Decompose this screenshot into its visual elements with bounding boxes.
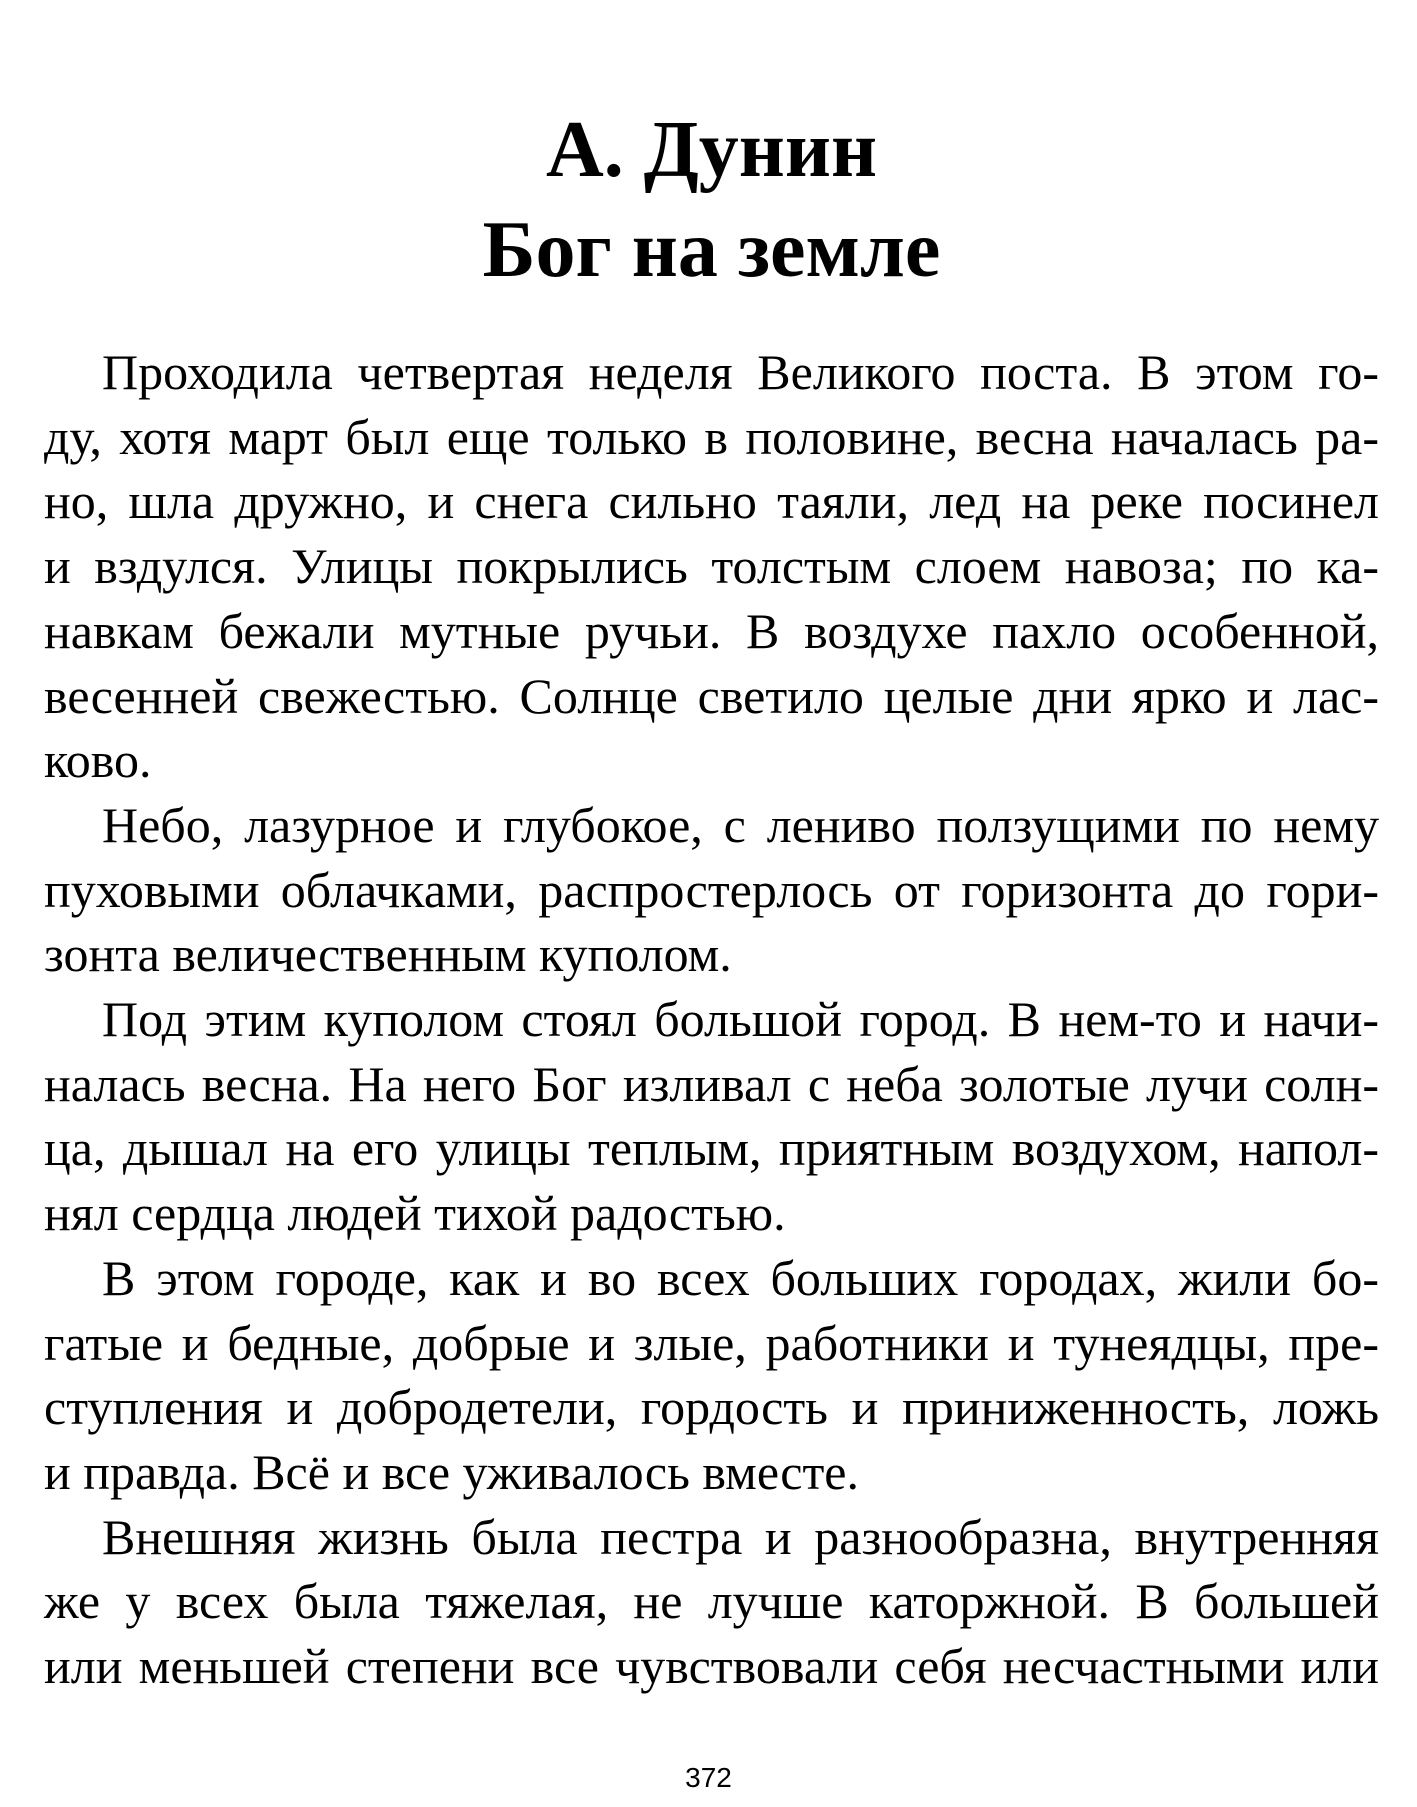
text-line: Небо, лазурное и глубокое, с лениво ползущими по нему: [102, 796, 1379, 853]
text-line: навкам бежали мутные ручьи. В воздухе пахло особенной,: [44, 602, 1379, 659]
text-line: Проходила четвертая неделя Великого поста. В этом го-: [102, 344, 1379, 400]
text-line: налась весна. На него Бог изливал с неба золотые лучи солн-: [44, 1055, 1379, 1112]
page-number: 372: [685, 1762, 732, 1793]
text-line: и правда. Всё и все уживалось вместе.: [44, 1443, 859, 1500]
story-title: Бог на земле: [482, 206, 941, 294]
text-line: ступления и добродетели, гордость и приниженность, ложь: [44, 1379, 1379, 1436]
author-name: А. Дунин: [545, 106, 878, 194]
text-line: пуховыми облачками, распростерлось от горизонта до гори-: [44, 861, 1379, 918]
paragraph: [44, 1246, 1379, 1505]
text-line: Внешняя жизнь была пестра и разнообразна, внутренняя: [102, 1508, 1379, 1565]
text-line: зонта величественным куполом.: [44, 926, 732, 983]
paragraph: [44, 340, 1379, 793]
text-line: или меньшей степени все чувствовали себя несчастными или: [44, 1638, 1379, 1695]
text-line: но, шла дружно, и снега сильно таяли, лед на реке посинел: [44, 473, 1379, 530]
paragraph: [44, 793, 1379, 987]
text-line: же у всех была тяжелая, не лучше каторжной. В большей: [44, 1573, 1379, 1630]
paragraph: [44, 987, 1379, 1246]
text-line: нял сердца людей тихой радостью.: [44, 1185, 786, 1242]
text-line: ково.: [44, 732, 152, 789]
text-line: Под этим куполом стоял большой город. В нем-то и начи-: [102, 991, 1379, 1048]
chapter-title: [44, 100, 1379, 300]
story-text: [44, 340, 1379, 1699]
text-line: В этом городе, как и во всех больших городах, жили бо-: [102, 1249, 1379, 1306]
book-page: [44, 100, 1379, 1699]
text-line: ца, дышал на его улицы теплым, приятным воздухом, напол-: [44, 1120, 1379, 1177]
text-line: и вздулся. Улицы покрылись толстым слоем навоза; по ка-: [44, 538, 1379, 595]
text-line: весенней свежестью. Солнце светило целые дни ярко и лас-: [44, 667, 1379, 724]
paragraph: [44, 1505, 1379, 1699]
text-line: гатые и бедные, добрые и злые, работники и тунеядцы, пре-: [44, 1314, 1379, 1371]
text-line: ду, хотя март был еще только в половине, весна началась ра-: [44, 408, 1379, 465]
